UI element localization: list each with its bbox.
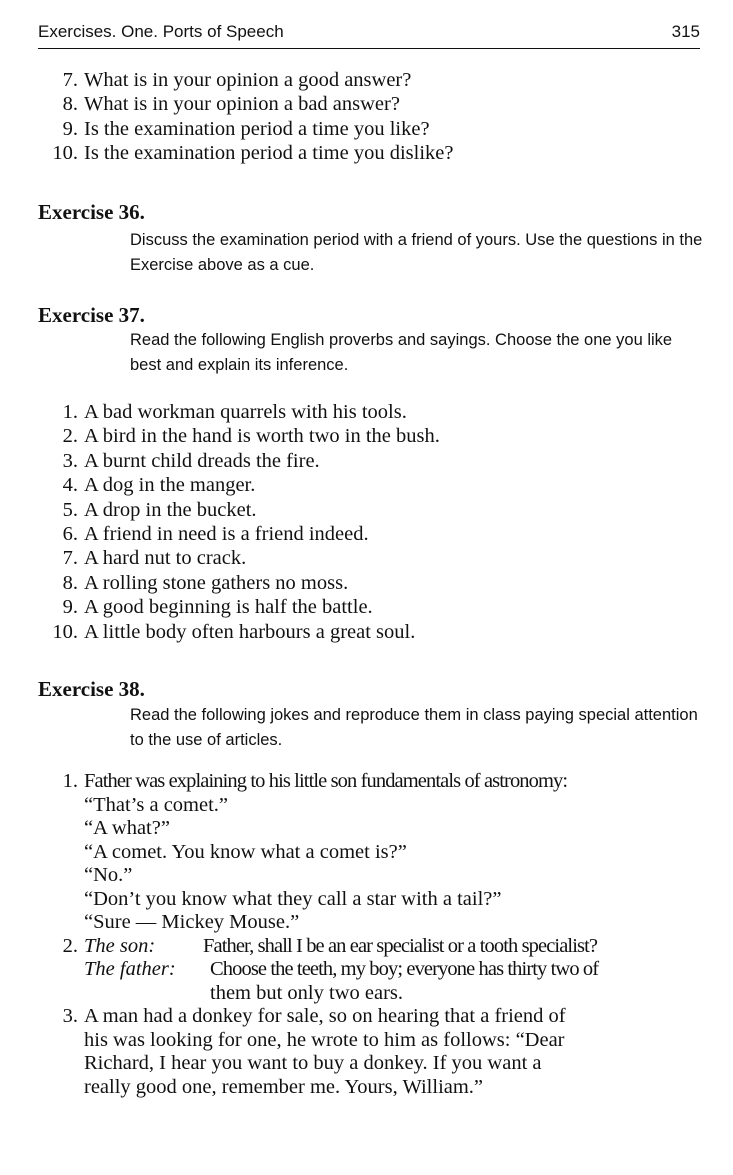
list-item: 9. A good beginning is half the battle. <box>62 596 373 619</box>
exercise-36-task: Discuss the examination period with a friend of yours. Use the questions in the Exercise above as a cue. <box>130 231 703 274</box>
exercise-37-task: Read the following English proverbs and sayings. Choose the one you like best and explain its inference. <box>130 331 673 374</box>
joke-2-line: The father: Choose the teeth, my boy; everyone has thirty two of <box>84 958 599 980</box>
list-item: 10. A little body often harbours a great soul. <box>52 620 416 643</box>
exercise-38-heading: Exercise 38. <box>38 677 145 701</box>
list-item: 7. A hard nut to crack. <box>62 547 247 570</box>
list-item: 9. Is the examination period a time you like? <box>62 117 430 140</box>
running-head <box>38 22 700 49</box>
speaker-label: The father: <box>84 958 176 980</box>
list-item: 4. A dog in the manger. <box>62 474 256 497</box>
joke-1-line: “Sure — Mickey Mouse.” <box>84 911 300 933</box>
list-item: 5. A drop in the bucket. <box>62 498 257 521</box>
joke-1-line: “No.” <box>84 864 133 886</box>
page-number: 315 <box>671 22 700 41</box>
list-item: 6. A friend in need is a friend indeed. <box>62 522 369 545</box>
exercise-38-task: Read the following jokes and reproduce them in class paying special attention to the use of articles. <box>130 706 698 749</box>
joke-2-line: 2. The son: Father, shall I be an ear specialist or a tooth specialist? <box>62 934 598 957</box>
list-item: 10. Is the examination period a time you dislike? <box>52 142 454 165</box>
joke-1-line: “That’s a comet.” <box>84 793 229 816</box>
joke-2-line: them but only two ears. <box>210 981 404 1004</box>
list-item: 1. A bad workman quarrels with his tools. <box>62 401 407 423</box>
question-list <box>0 68 733 166</box>
list-item: 7. What is in your opinion a good answer? <box>62 69 412 91</box>
joke-3-line: really good one, remember me. Yours, William.” <box>84 1075 484 1098</box>
joke-1-line: 1. Father was explaining to his little son fundamentals of astronomy: <box>62 770 568 792</box>
joke-3-line: Richard, I hear you want to buy a donkey. If you want a <box>84 1052 542 1074</box>
speaker-label: The son: <box>84 934 156 957</box>
list-item: 8. A rolling stone gathers no moss. <box>62 571 349 594</box>
proverb-list <box>0 400 733 644</box>
list-item: 2. A bird in the hand is worth two in the bush. <box>62 425 440 448</box>
joke-3-line: his was looking for one, he wrote to him as follows: “Dear <box>84 1028 565 1051</box>
joke-3-line: 3. A man had a donkey for sale, so on hearing that a friend of <box>62 1005 566 1027</box>
joke-1-line: “Don’t you know what they call a star with a tail?” <box>84 887 502 910</box>
joke-1-line: “A comet. You know what a comet is?” <box>84 840 407 863</box>
list-item: 8. What is in your opinion a bad answer? <box>62 93 400 116</box>
exercise-37-heading: Exercise 37. <box>38 303 145 327</box>
list-item: 3. A burnt child dreads the fire. <box>62 449 320 472</box>
running-head-title: Exercises. One. Ports of Speech <box>38 22 284 41</box>
joke-list <box>0 770 733 1099</box>
exercise-36-heading: Exercise 36. <box>38 200 145 224</box>
joke-1-line: “A what?” <box>84 817 170 839</box>
